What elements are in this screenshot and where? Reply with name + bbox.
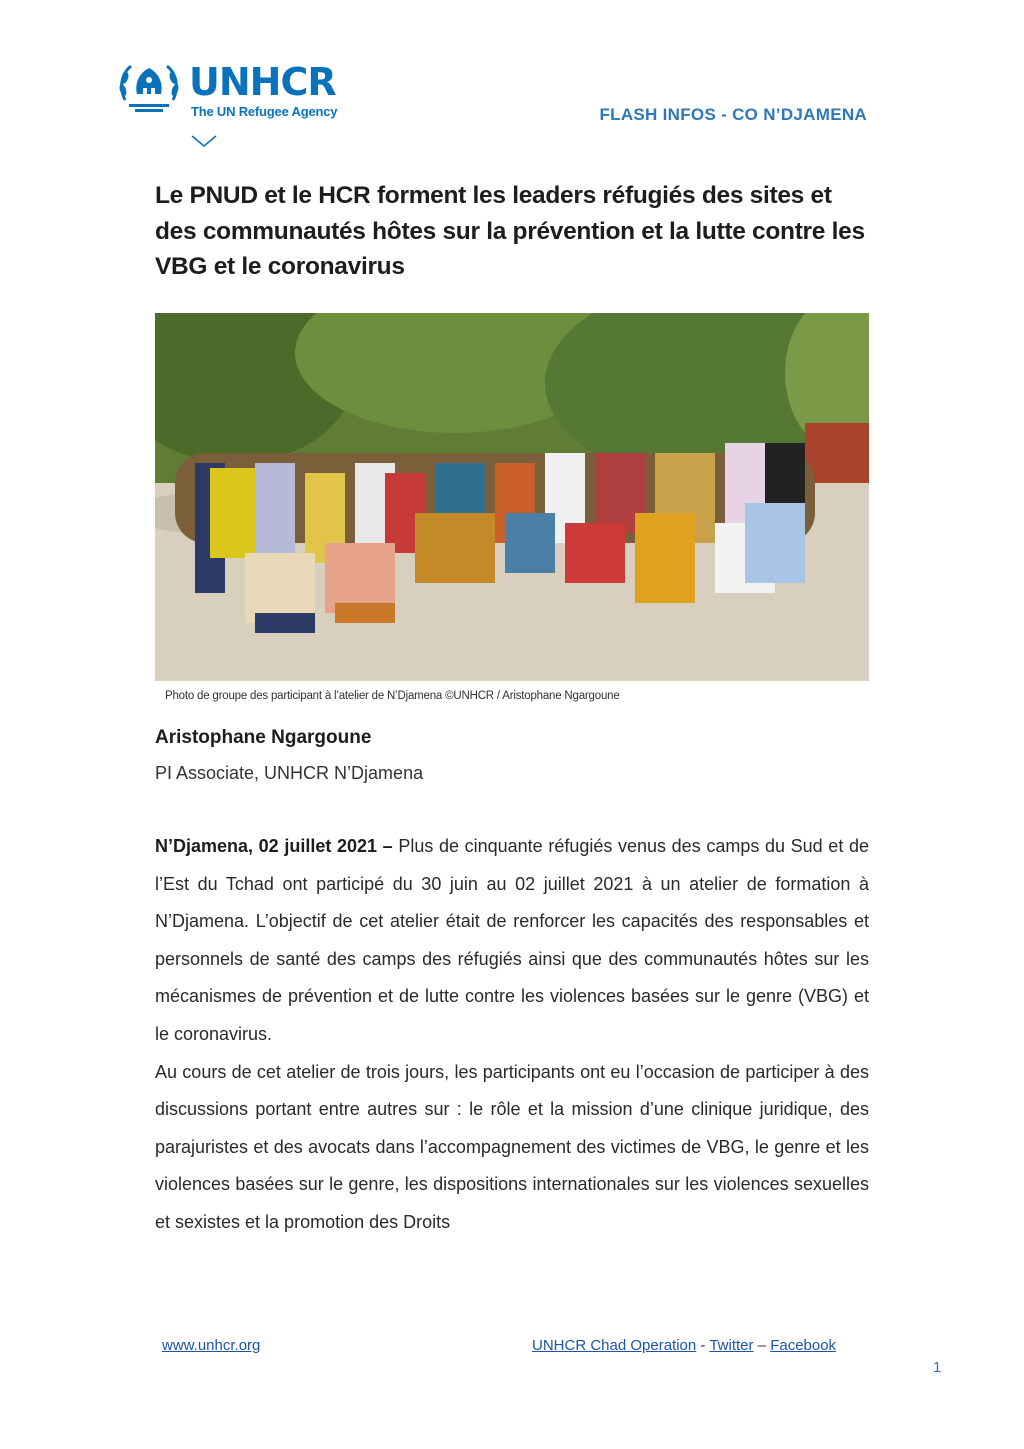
flash-infos-label: FLASH INFOS - CO N’DJAMENA [599,105,867,124]
website-link[interactable]: www.unhcr.org [162,1337,261,1354]
unhcr-logo [117,60,367,150]
article-body [155,828,869,1242]
facebook-link[interactable]: Facebook [770,1337,837,1354]
separator: – [757,1337,767,1354]
paragraph-1-text: Plus de cinquante réfugiés venus des camps du Sud et de l’Est du Tchad ont participé du 30 juin au 02 juillet 2021 à un atelier de formation à N’Djamena. L’objectif de cet atelier était de renforcer les capacités des responsables et personnels de santé des camps des réfugiés ainsi que des communautés hôtes sur les mécanismes de prévention et de lutte contre les violences basées sur le genre (VBG) et le coronavirus. [155,836,869,1044]
paragraph-2: Au cours de cet atelier de trois jours, les participants ont eu l’occasion de participer à des discussions portant entre autres sur : le rôle et la mission d’une clinique juridique, des parajuristes et des avocats dans l’accompagnement des victimes de VBG, le genre et les violences basées sur le genre, les dispositions internationales sur les violences sexuelles et sexistes et la promotion des Droits [155,1061,869,1232]
logo-tagline: The UN Refugee Agency [191,104,338,119]
page-number: 1 [933,1359,942,1376]
twitter-link[interactable]: Twitter [709,1337,754,1354]
chevron-down-icon [189,134,219,148]
logo-name: UNHCR [189,60,336,104]
laurel-emblem-icon [117,60,181,116]
footer-social [532,1337,836,1354]
footer-website [162,1337,260,1354]
author-name: Aristophane Ngargoune [155,727,372,748]
photo-caption: Photo de groupe des participant à l’atelier de N’Djamena ©UNHCR / Aristophane Ngargoune [165,690,620,702]
paragraph-1 [155,828,869,1054]
group-photo [155,313,869,681]
author-role: PI Associate, UNHCR N’Djamena [155,763,424,783]
dateline: N’Djamena, 02 juillet 2021 – [155,836,393,856]
separator: - [700,1337,706,1354]
article-title: Le PNUD et le HCR forment les leaders réfugiés des sites et des communautés hôtes sur la prévention et la lutte contre les VBG et le coronavirus [155,182,865,280]
operation-link[interactable]: UNHCR Chad Operation [532,1337,697,1354]
